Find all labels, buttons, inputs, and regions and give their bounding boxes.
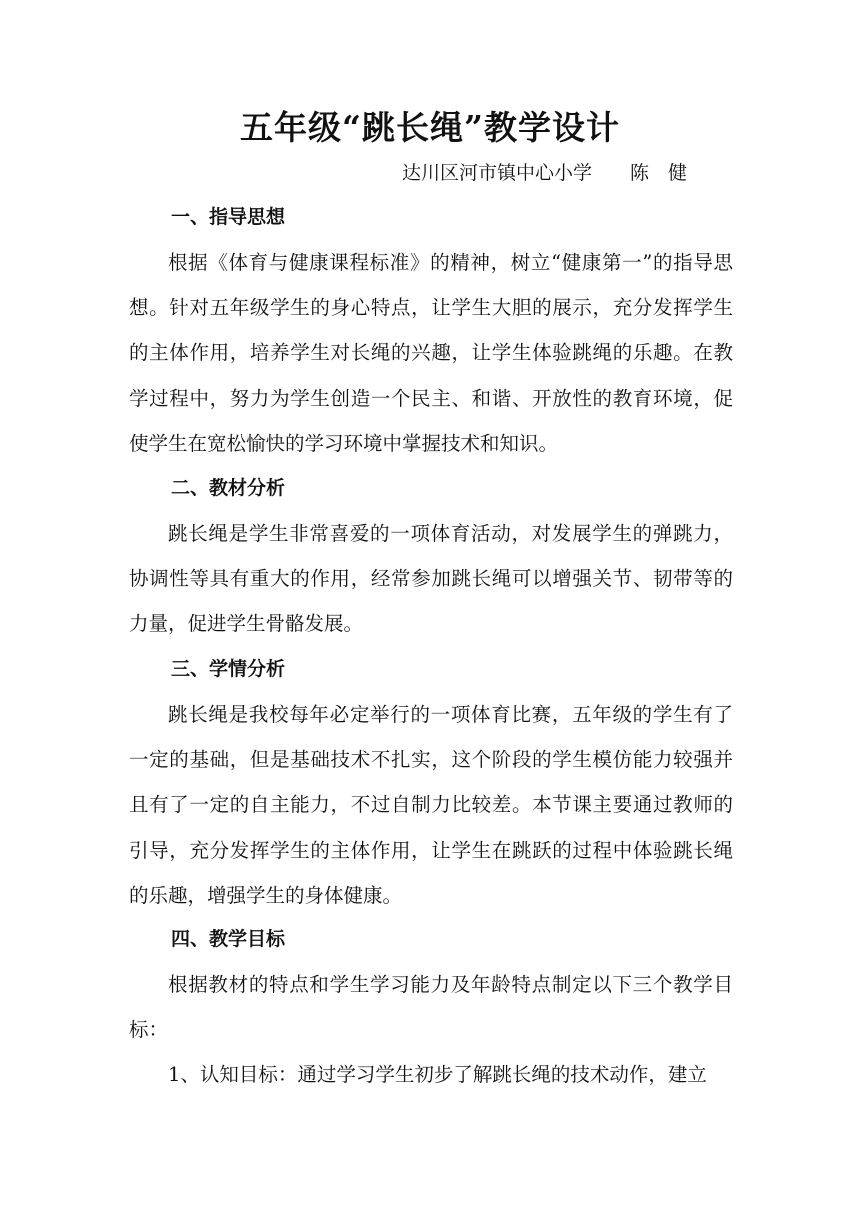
list-item-cognitive-goal: 1、认知目标：通过学习学生初步了解跳长绳的技术动作，建立 <box>168 1063 707 1086</box>
section-heading-student-analysis: 三、学情分析 <box>171 658 286 680</box>
section-paragraph-guiding-idea: 根据《体育与健康课程标准》的精神，树立“健康第一”的指导思想。针对五年级学生的身心特点，让学生大胆的展示，充分发挥学生的主体作用，培养学生对长绳的兴趣，让学生体验跳绳的乐趣。在教学过程中，努力为学生创造一个民主、和谐、开放性的教育环境，促使学生在宽松愉快的学习环境中掌握技术和知识。 <box>129 251 733 455</box>
section-paragraph-student-analysis: 跳长绳是我校每年必定举行的一项体育比赛，五年级的学生有了一定的基础，但是基础技术不扎实，这个阶段的学生模仿能力较强并且有了一定的自主能力，不过自制力比较差。本节课主要通过教师的引导，充分发挥学生的主体作用，让学生在跳跃的过程中体验跳长绳的乐趣，增强学生的身体健康。 <box>129 703 733 907</box>
author-line: 达川区河市镇中心小学 陈 健 <box>402 162 688 184</box>
section-paragraph-teaching-goals: 根据教材的特点和学生学习能力及年龄特点制定以下三个教学目标： <box>129 973 733 1042</box>
document-title: 五年级“跳长绳”教学设计 <box>240 108 620 147</box>
section-heading-teaching-goals: 四、教学目标 <box>171 928 286 950</box>
section-heading-material-analysis: 二、教材分析 <box>171 477 286 499</box>
section-heading-guiding-idea: 一、指导思想 <box>171 206 286 228</box>
section-paragraph-material-analysis: 跳长绳是学生非常喜爱的一项体育活动，对发展学生的弹跳力，协调性等具有重大的作用，经常参加跳长绳可以增强关节、韧带等的力量，促进学生骨骼发展。 <box>129 522 733 636</box>
